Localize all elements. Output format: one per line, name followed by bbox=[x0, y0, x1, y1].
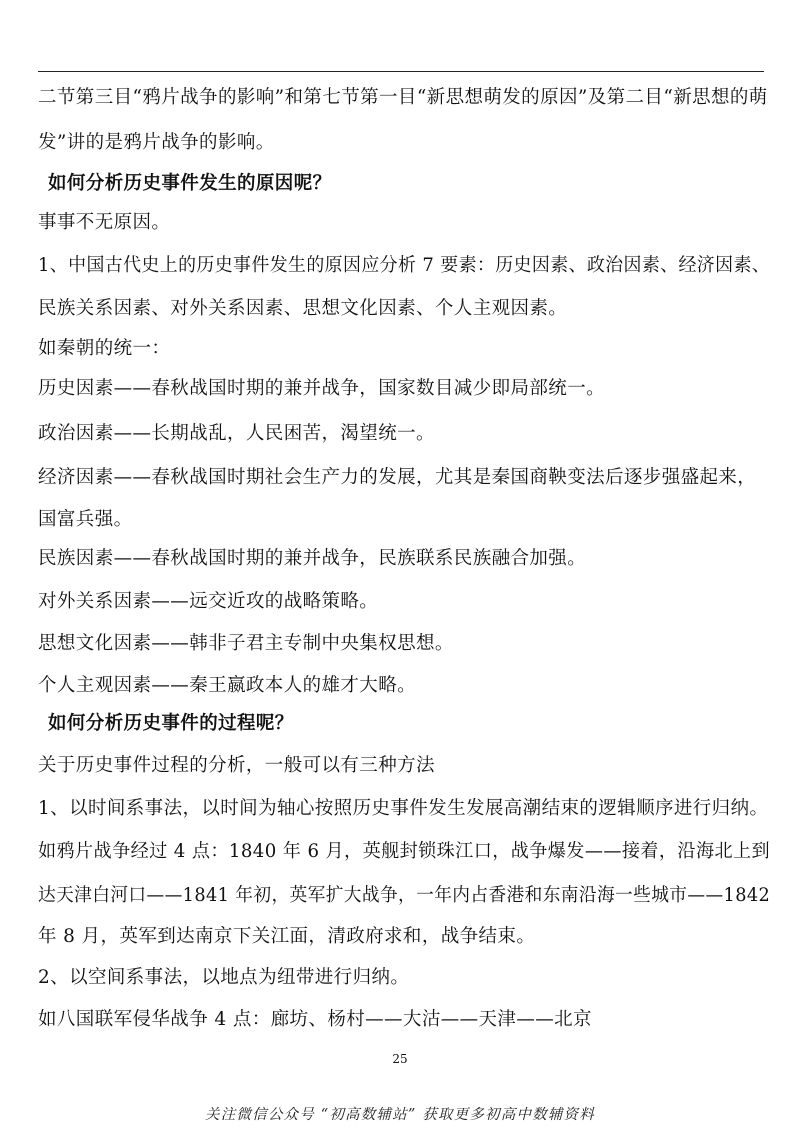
text-line: 民族因素——春秋战国时期的兼并战争，民族联系民族融合加强。 bbox=[38, 548, 587, 569]
text-line: 民族关系因素、对外关系因素、思想文化因素、个人主观因素。 bbox=[38, 298, 568, 319]
text-line: 如八国联军侵华战争 4 点：廊坊、杨村——大沽——天津——北京 bbox=[38, 1009, 592, 1030]
text-line: 政治因素——长期战乱，人民困苦，渴望统一。 bbox=[38, 423, 435, 444]
text-line: 如秦朝的统一： bbox=[38, 338, 171, 359]
text-line: 2、以空间系事法，以地点为纽带进行归纳。 bbox=[38, 967, 410, 988]
text-line: 发”讲的是鸦片战争的影响。 bbox=[38, 132, 275, 153]
text-line: 经济因素——春秋战国时期社会生产力的发展，尤其是秦国商鞅变法后逐步强盛起来， bbox=[38, 467, 757, 488]
page-number: 25 bbox=[392, 1052, 408, 1066]
header-rule bbox=[38, 71, 764, 72]
text-line: 历史因素——春秋战国时期的兼并战争，国家数目减少即局部统一。 bbox=[38, 378, 606, 399]
text-line: 思想文化因素——韩非子君主专制中央集权思想。 bbox=[38, 633, 454, 654]
text-line: 国富兵强。 bbox=[38, 509, 133, 530]
text-line: 事事不无原因。 bbox=[38, 212, 171, 233]
text-line: 达天津白河口——1841 年初，英军扩大战争，一年内占香港和东南沿海一些城市——1842 bbox=[38, 885, 771, 906]
text-line: 年 8 月，英军到达南京下关江面，清政府求和，战争结束。 bbox=[38, 926, 536, 947]
text-line: 1、中国古代史上的历史事件发生的原因应分析 7 要素：历史因素、政治因素、经济因素、 bbox=[38, 255, 771, 276]
text-line: 二节第三目“鸦片战争的影响”和第七节第一目“新思想萌发的原因”及第二目“新思想的萌 bbox=[38, 87, 768, 108]
text-line: 关于历史事件过程的分析，一般可以有三种方法 bbox=[38, 755, 435, 776]
text-line: 1、以时间系事法，以时间为轴心按照历史事件发生发展高潮结束的逻辑顺序进行归纳。 bbox=[38, 798, 769, 819]
section-heading: 如何分析历史事件发生的原因呢？ bbox=[48, 173, 332, 194]
text-line: 个人主观因素——秦王嬴政本人的雄才大略。 bbox=[38, 675, 417, 696]
text-line: 如鸦片战争经过 4 点：1840 年 6 月，英舰封锁珠江口，战争爆发——接着，沿海北上到 bbox=[38, 841, 771, 862]
footer-note: 关注微信公众号 “初高数辅站” 获取更多初高中数辅资料 bbox=[205, 1107, 595, 1123]
text-line: 对外关系因素——远交近攻的战略策略。 bbox=[38, 591, 379, 612]
section-heading: 如何分析历史事件的过程呢？ bbox=[48, 713, 294, 734]
